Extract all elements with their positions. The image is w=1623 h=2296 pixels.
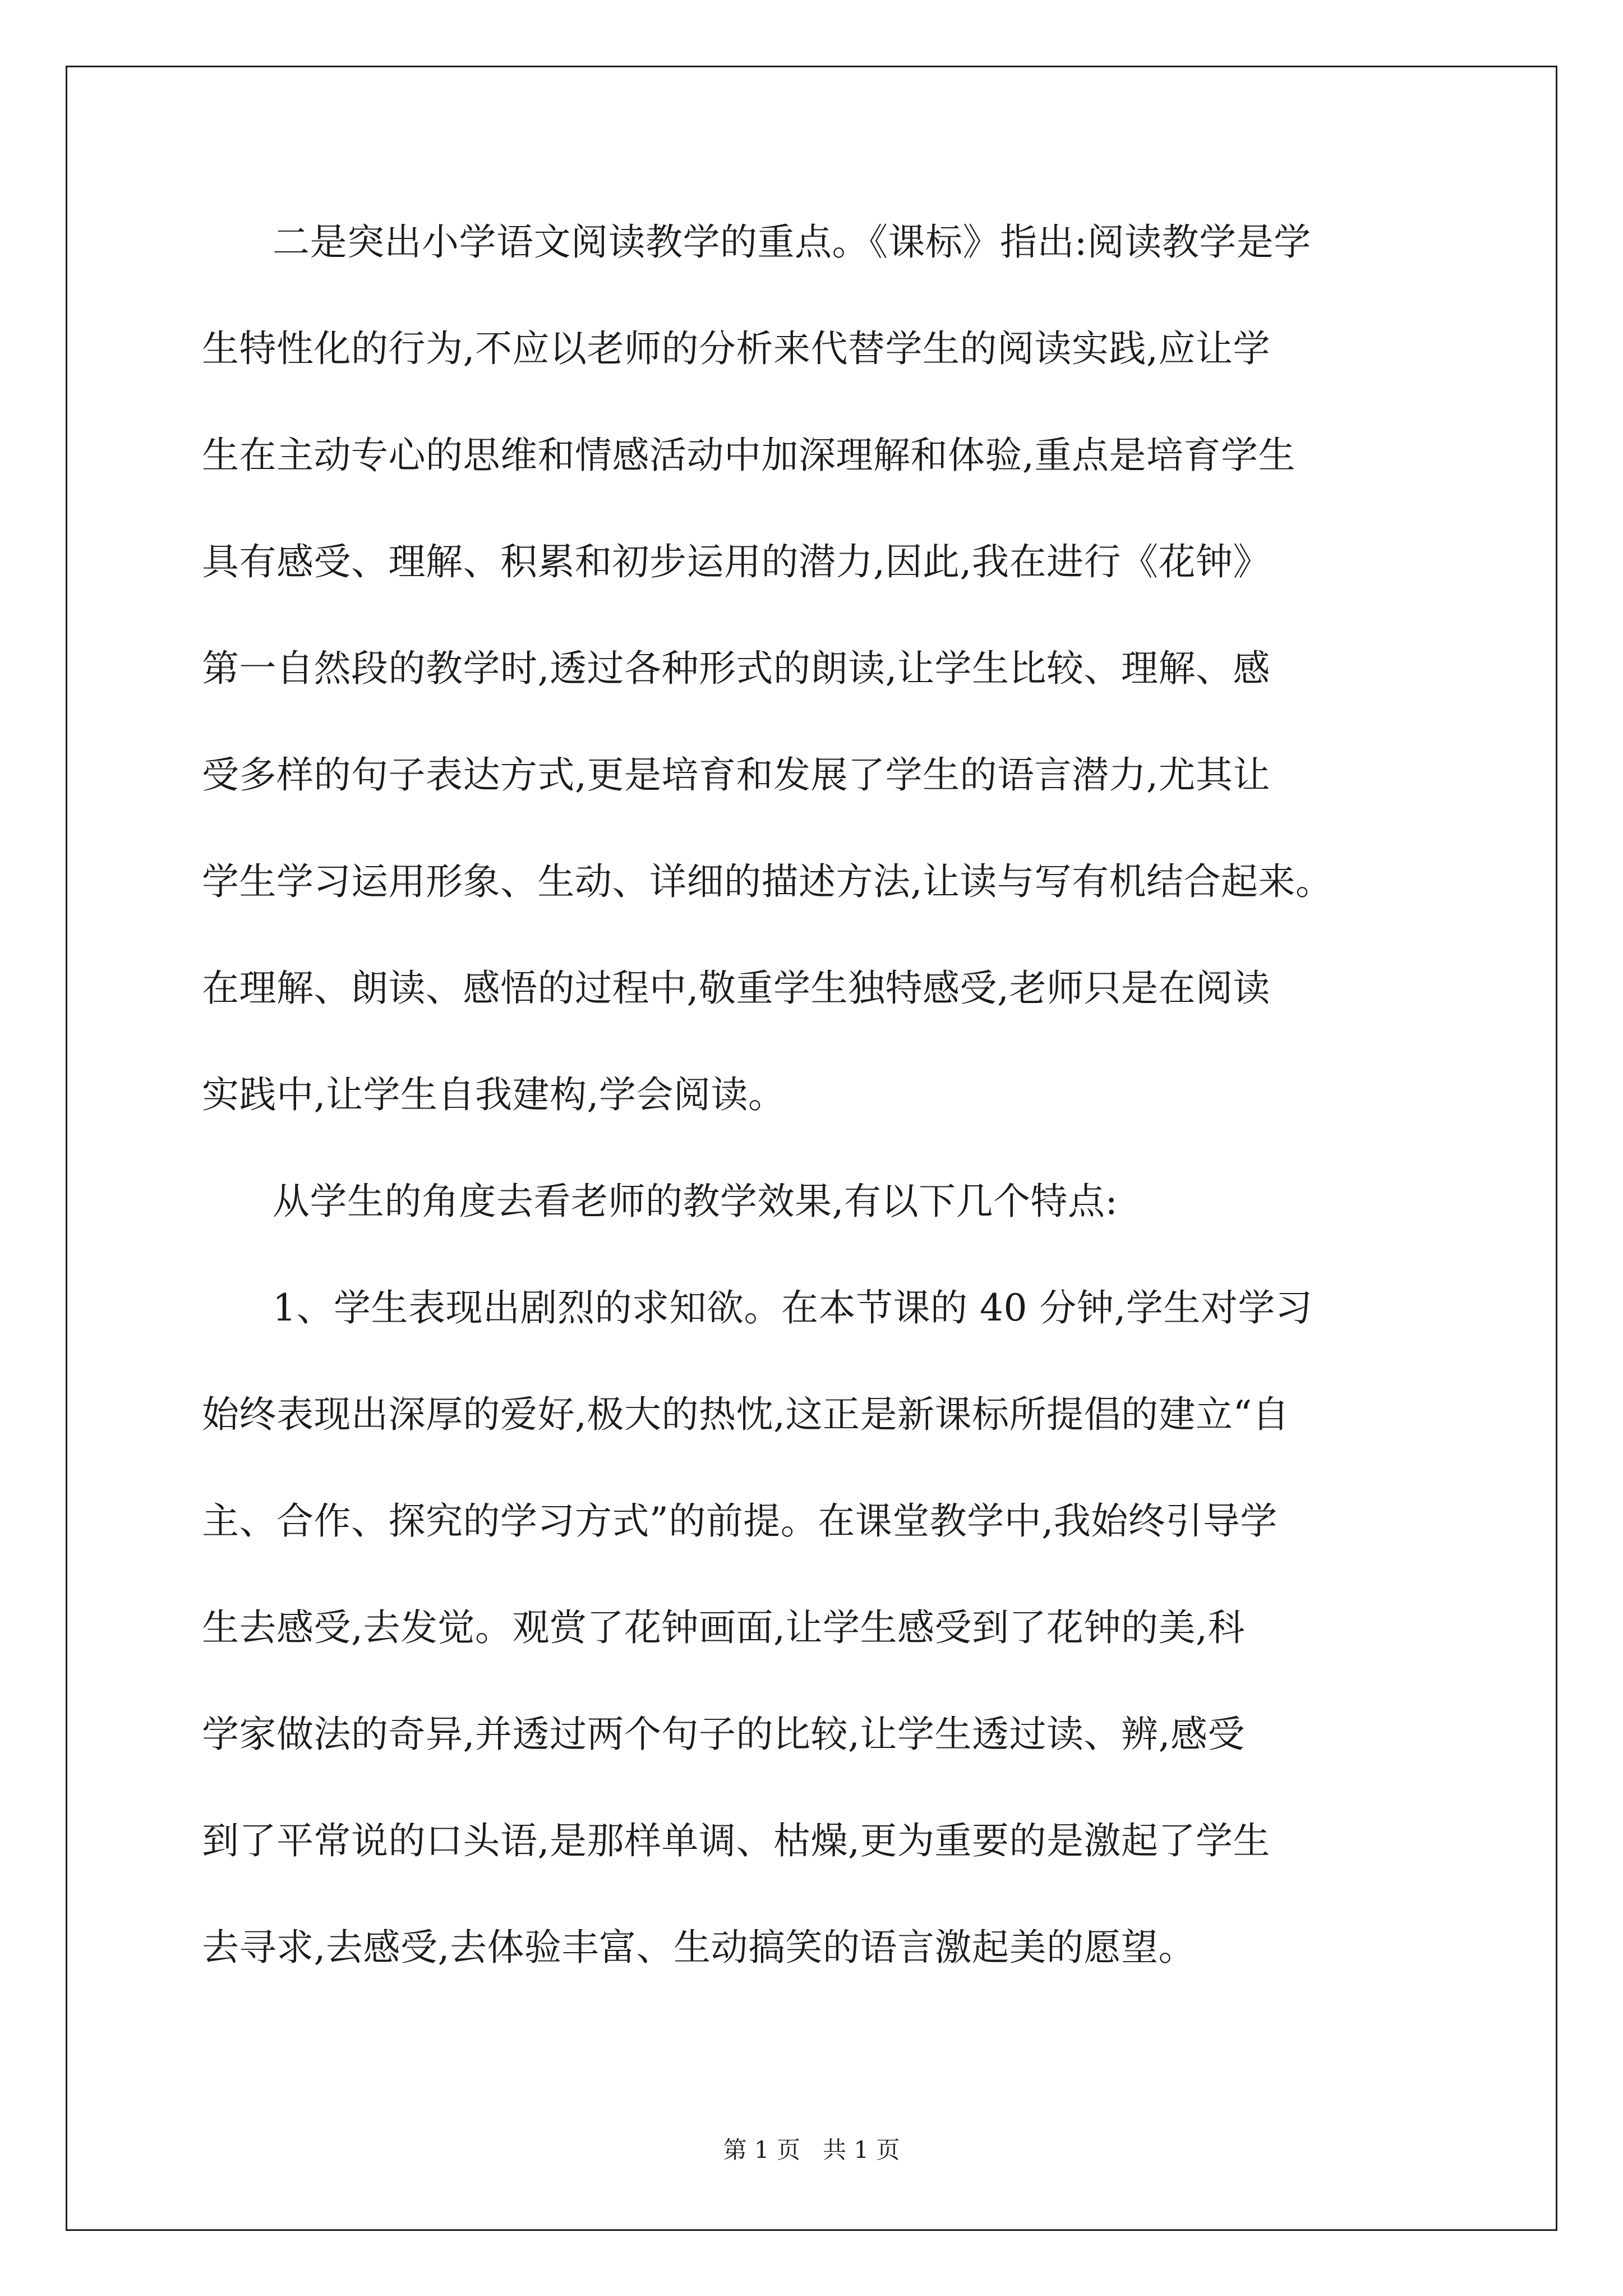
- text-line: 生去感受,去发觉。观赏了花钟画面,让学生感受到了花钟的美,科: [202, 1606, 1245, 1649]
- text-line: 具有感受、理解、积累和初步运用的潜力,因此,我在进行《花钟》: [202, 540, 1270, 583]
- text-line: 去寻求,去感受,去体验丰富、生动搞笑的语言激起美的愿望。: [202, 1926, 1196, 1969]
- page-number: 第 1 页: [723, 2136, 800, 2164]
- text-line: 生在主动专心的思维和情感活动中加深理解和体验,重点是培育学生: [202, 434, 1295, 477]
- text-line: 在理解、朗读、感悟的过程中,敬重学生独特感受,老师只是在阅读: [202, 967, 1270, 1010]
- text-line: 第一自然段的教学时,透过各种形式的朗读,让学生比较、理解、感: [202, 647, 1270, 690]
- text-line: 主、合作、探究的学习方式”的前提。在课堂教学中,我始终引导学: [202, 1499, 1278, 1543]
- text-line: 二是突出小学语文阅读教学的重点。《课标》指出:阅读教学是学: [273, 220, 1311, 264]
- text-line: 始终表现出深厚的爱好,极大的热忱,这正是新课标所提倡的建立“自: [202, 1393, 1290, 1436]
- page-border: [66, 66, 1557, 2231]
- page-total: 共 1 页: [823, 2136, 900, 2164]
- text-line: 实践中,让学生自我建构,学会阅读。: [202, 1073, 786, 1116]
- text-line: 受多样的句子表达方式,更是培育和发展了学生的语言潜力,尤其让: [202, 753, 1270, 797]
- text-line: 到了平常说的口头语,是那样单调、枯燥,更为重要的是激起了学生: [202, 1819, 1270, 1862]
- page-footer: [0, 2134, 1623, 2166]
- text-line: 学家做法的奇异,并透过两个句子的比较,让学生透过读、辨,感受: [202, 1713, 1245, 1756]
- text-line: 1、学生表现出剧烈的求知欲。在本节课的 40 分钟,学生对学习: [273, 1286, 1313, 1329]
- text-line: 学生学习运用形象、生动、详细的描述方法,让读与写有机结合起来。: [202, 860, 1333, 903]
- text-line: 生特性化的行为,不应以老师的分析来代替学生的阅读实践,应让学: [202, 327, 1270, 370]
- text-line: 从学生的角度去看老师的教学效果,有以下几个特点:: [273, 1180, 1118, 1223]
